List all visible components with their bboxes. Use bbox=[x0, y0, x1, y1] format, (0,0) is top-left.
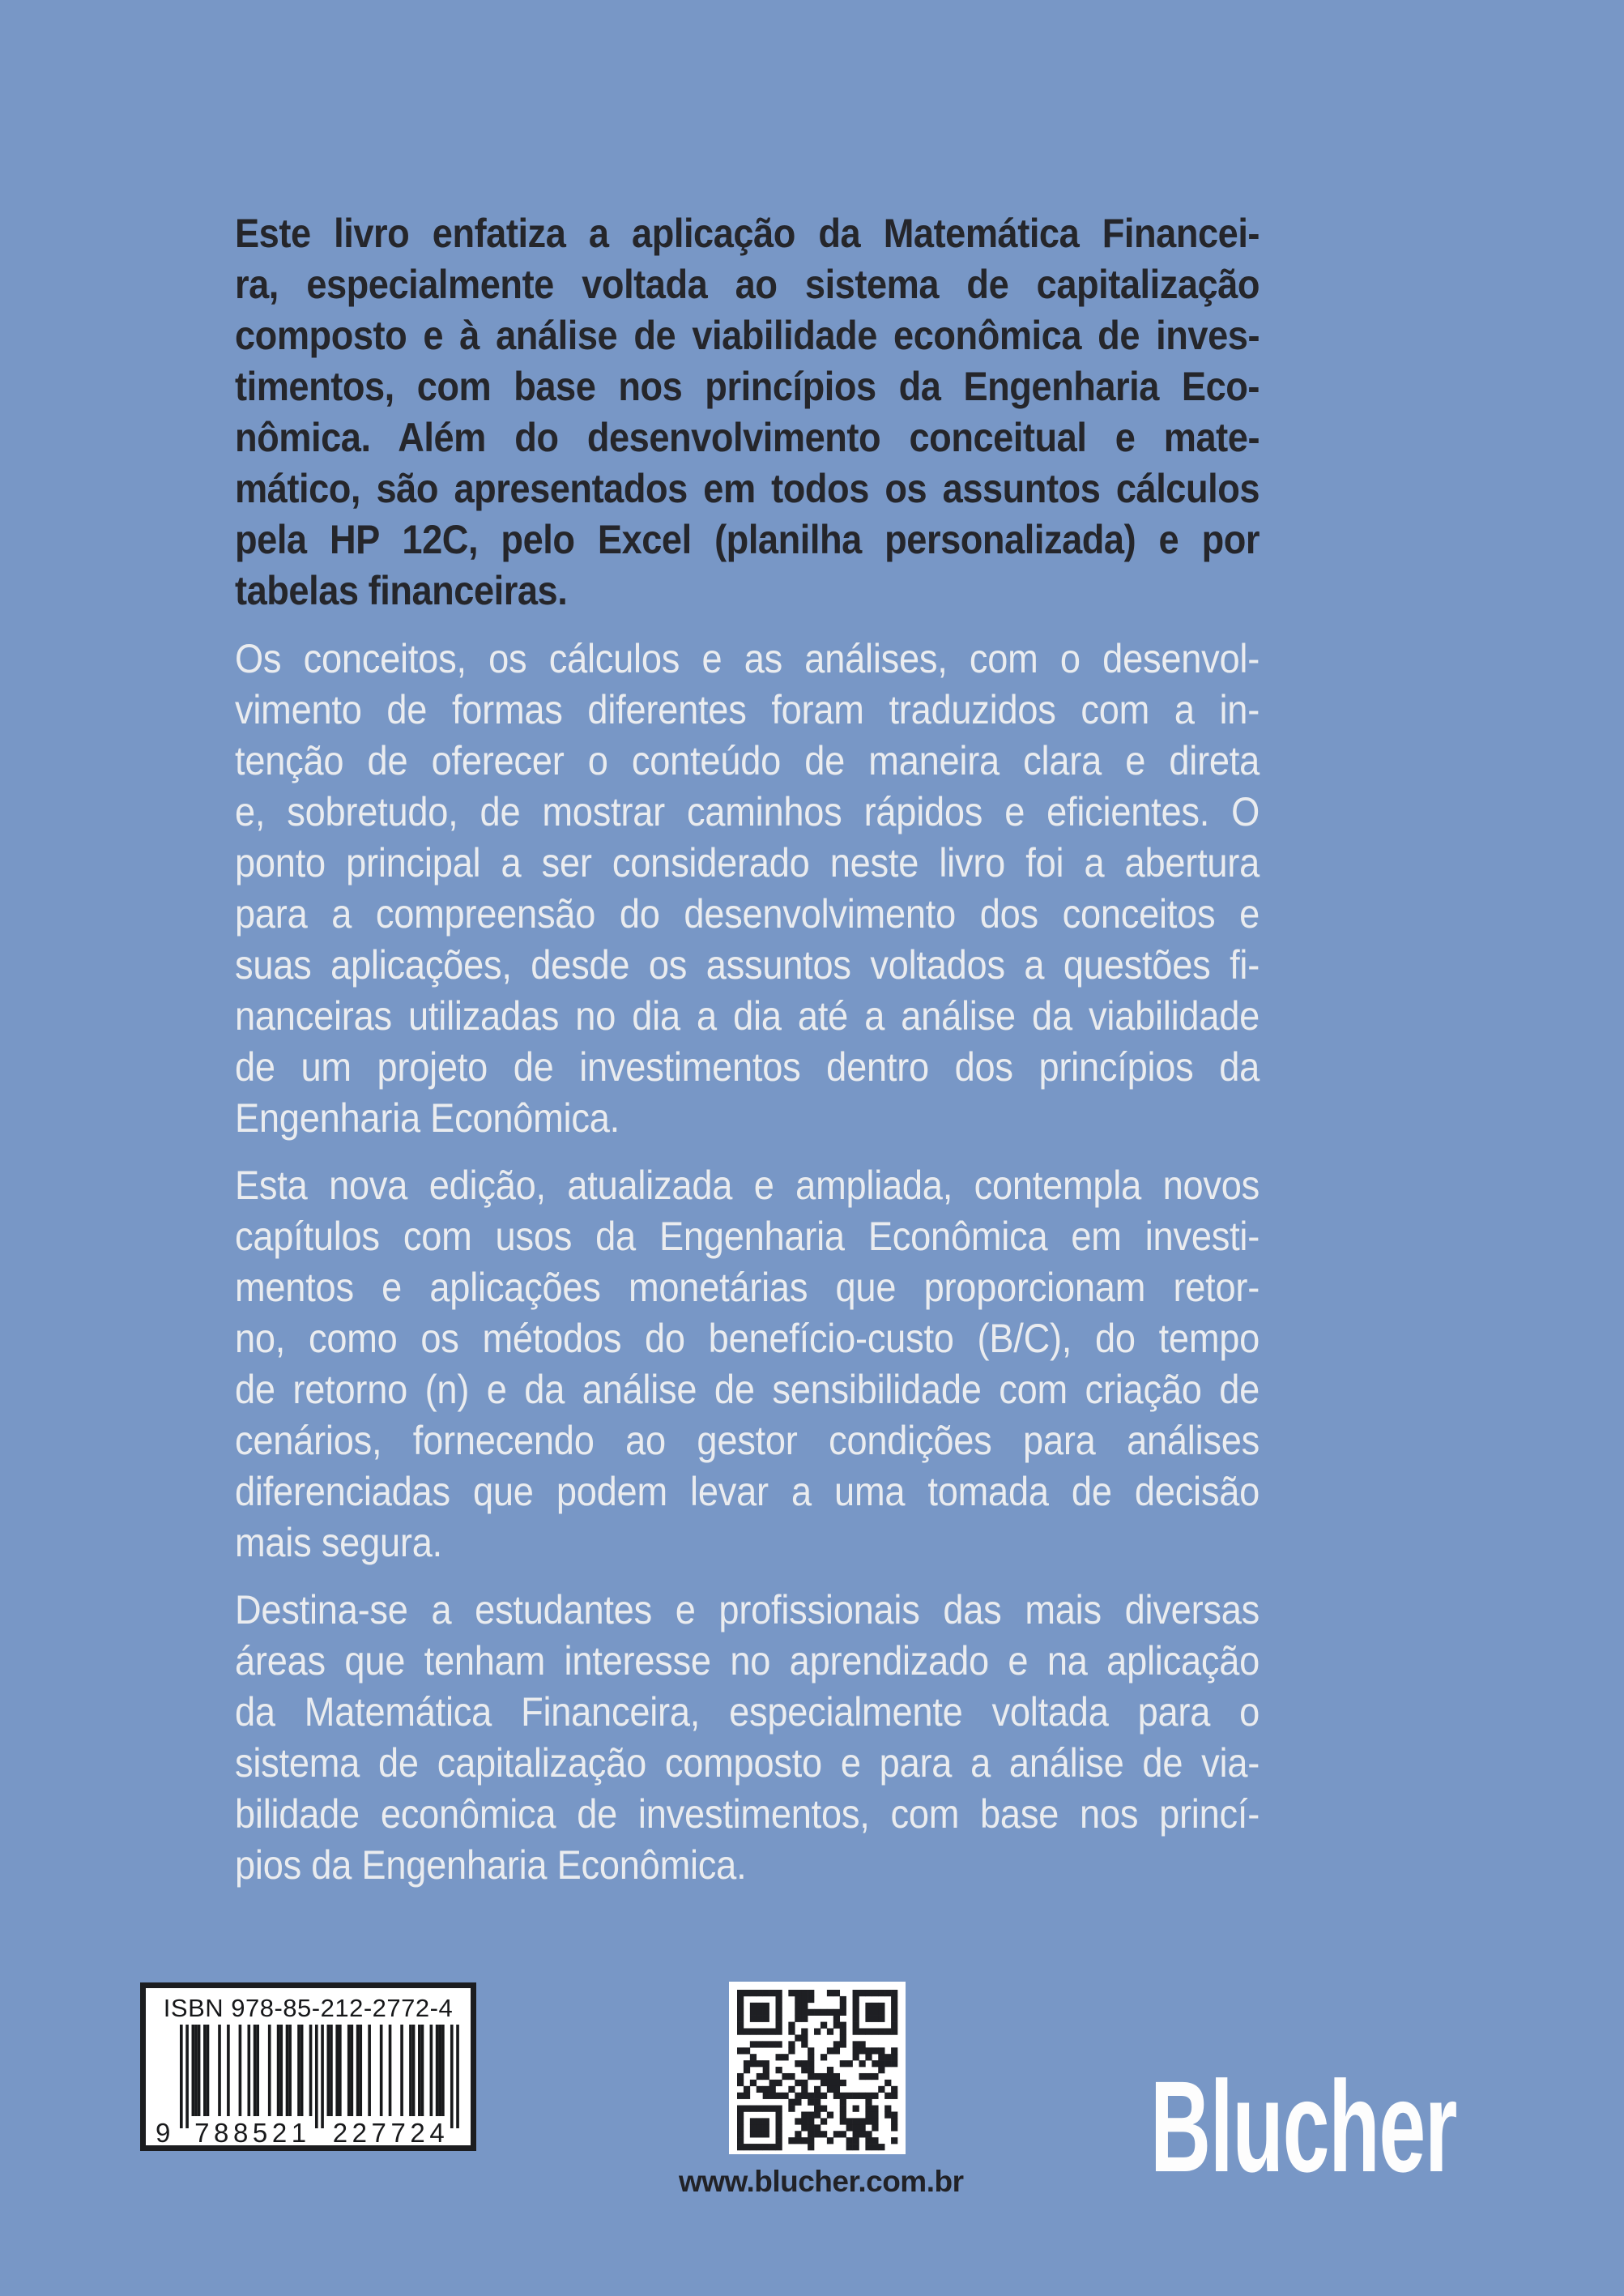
text-line: tenção de oferecer o conteúdo de maneira clara e direta bbox=[235, 738, 1260, 783]
text-line: tabelas financeiras. bbox=[235, 568, 568, 613]
text-line: nômica. Além do desenvolvimento conceitual e mate- bbox=[235, 415, 1260, 460]
text-line: sistema de capitalização composto e para a análise de via- bbox=[235, 1740, 1260, 1786]
synopsis-text-block bbox=[235, 208, 1260, 1907]
ean13-barcode bbox=[153, 2025, 463, 2146]
text-line: pios da Engenharia Econômica. bbox=[235, 1842, 747, 1888]
text-line: no, como os métodos do benefício-custo (B/C), do tempo bbox=[235, 1316, 1260, 1361]
qr-code-pattern bbox=[729, 1982, 906, 2154]
text-line: nanceiras utilizadas no dia a dia até a análise da viabilidade bbox=[235, 993, 1260, 1039]
publisher-website-url: www.blucher.com.br bbox=[679, 2165, 964, 2198]
text-line: cenários, fornecendo ao gestor condições para análises bbox=[235, 1418, 1260, 1463]
text-line: e, sobretudo, de mostrar caminhos rápidos e eficientes. O bbox=[235, 789, 1260, 834]
text-line: de retorno (n) e da análise de sensibilidade com criação de bbox=[235, 1367, 1260, 1412]
synopsis-paragraph-3 bbox=[235, 1160, 1260, 1568]
svg-text:227724: 227724 bbox=[332, 2118, 445, 2146]
text-line: ra, especialmente voltada ao sistema de capitalização bbox=[235, 262, 1260, 307]
isbn-number-label: ISBN 978-85-212-2772-4 bbox=[163, 1994, 454, 2022]
text-line: Esta nova edição, atualizada e ampliada, contempla novos bbox=[235, 1163, 1260, 1208]
synopsis-paragraph-1 bbox=[235, 208, 1260, 617]
blucher-publisher-logo: Blucher bbox=[1150, 2054, 1457, 2199]
text-line: áreas que tenham interesse no aprendizado e na aplicação bbox=[235, 1638, 1260, 1684]
text-line: de um projeto de investimentos dentro dos princípios da bbox=[235, 1044, 1260, 1090]
text-line: mentos e aplicações monetárias que proporcionam retor- bbox=[235, 1265, 1260, 1310]
svg-text:9: 9 bbox=[156, 2118, 171, 2146]
text-line: timentos, com base nos princípios da Engenharia Eco- bbox=[235, 364, 1260, 409]
isbn-barcode-block bbox=[140, 1982, 476, 2151]
text-line: Este livro enfatiza a aplicação da Matemática Financei- bbox=[235, 211, 1260, 256]
text-line: ponto principal a ser considerado neste livro foi a abertura bbox=[235, 840, 1260, 886]
text-line: bilidade econômica de investimentos, com base nos princí- bbox=[235, 1791, 1260, 1837]
text-line: composto e à análise de viabilidade econômica de inves- bbox=[235, 313, 1260, 358]
text-line: pela HP 12C, pelo Excel (planilha personalizada) e por bbox=[235, 517, 1260, 562]
synopsis-paragraph-4 bbox=[235, 1585, 1260, 1891]
svg-text:788521: 788521 bbox=[194, 2118, 307, 2146]
text-line: capítulos com usos da Engenharia Econômica em investi- bbox=[235, 1214, 1260, 1259]
text-line: Destina-se a estudantes e profissionais das mais diversas bbox=[235, 1587, 1260, 1632]
qr-code bbox=[729, 1982, 906, 2154]
synopsis-paragraph-2 bbox=[235, 634, 1260, 1144]
text-line: da Matemática Financeira, especialmente voltada para o bbox=[235, 1689, 1260, 1735]
text-line: diferenciadas que podem levar a uma tomada de decisão bbox=[235, 1469, 1260, 1514]
text-line: vimento de formas diferentes foram traduzidos com a in- bbox=[235, 687, 1260, 732]
text-line: mático, são apresentados em todos os assuntos cálculos bbox=[235, 466, 1260, 511]
text-line: para a compreensão do desenvolvimento dos conceitos e bbox=[235, 891, 1260, 937]
text-line: mais segura. bbox=[235, 1520, 442, 1565]
text-line: Os conceitos, os cálculos e as análises, com o desenvol- bbox=[235, 636, 1260, 681]
text-line: suas aplicações, desde os assuntos voltados a questões fi- bbox=[235, 942, 1260, 988]
text-line: Engenharia Econômica. bbox=[235, 1095, 620, 1141]
